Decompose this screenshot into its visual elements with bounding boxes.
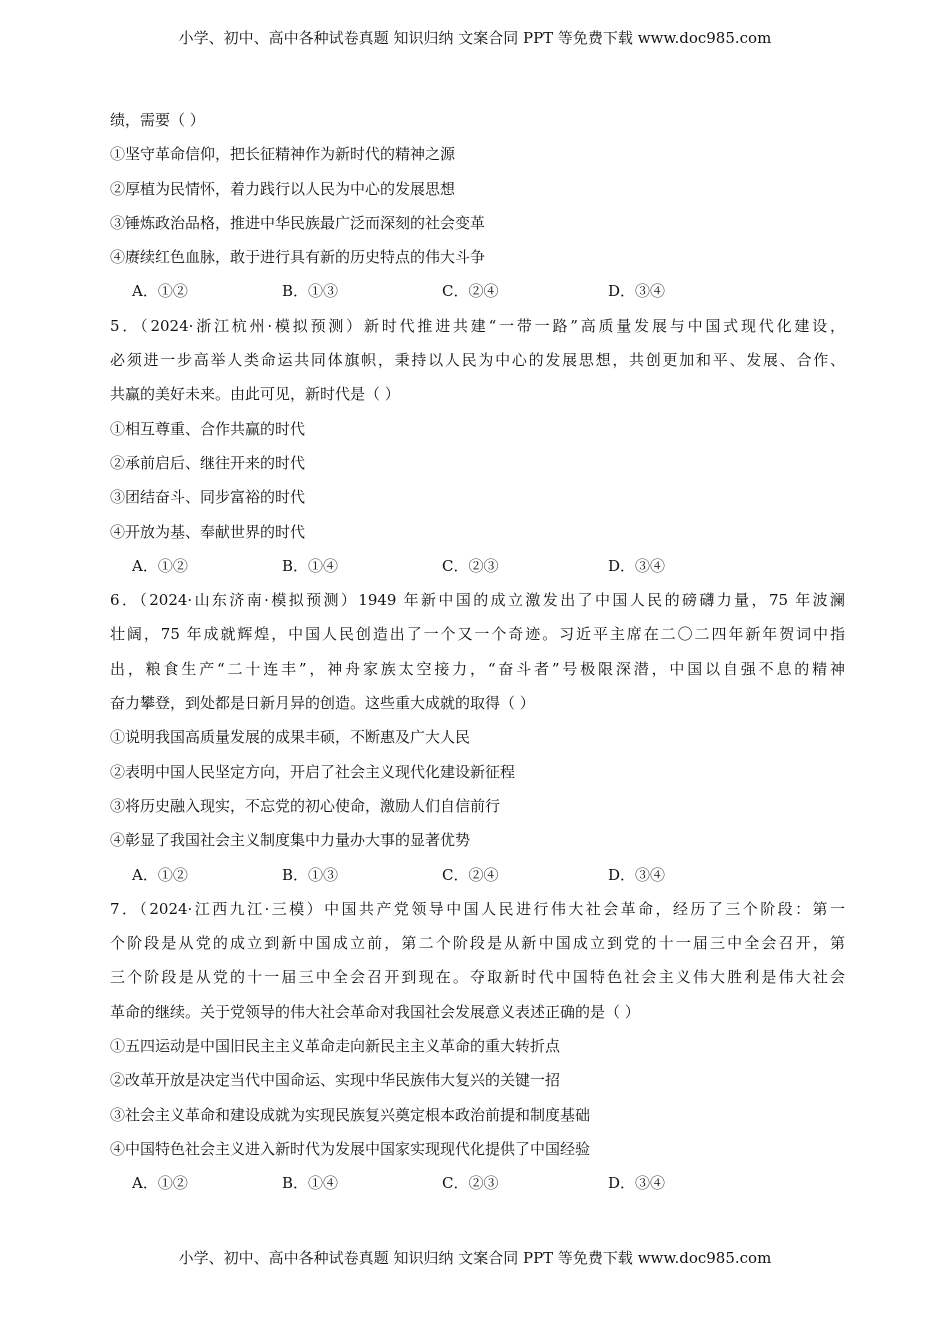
statement-3: ③团结奋斗、同步富裕的时代 <box>110 488 306 507</box>
answer-options <box>110 549 845 583</box>
statement-2: ②改革开放是决定当代中国命运、实现中华民族伟大复兴的关键一招 <box>110 1071 561 1090</box>
answer-options <box>110 274 845 308</box>
option-a[interactable]: A．①② <box>132 865 188 884</box>
option-a[interactable]: A．①② <box>132 282 188 301</box>
question-stem-line: 6．（2024·山东济南·模拟预测）1949 年新中国的成立激发出了中国人民的磅礴力量，75 年波澜 <box>110 591 845 610</box>
option-d[interactable]: D．③④ <box>608 556 666 575</box>
option-b[interactable]: B．①③ <box>282 282 339 301</box>
question-stem-line: 三个阶段是从党的十一届三中全会召开到现在。夺取新时代中国特色社会主义伟大胜利是伟大社会 <box>110 968 845 987</box>
statement-3: ③社会主义革命和建设成就为实现民族复兴奠定根本政治前提和制度基础 <box>110 1105 591 1124</box>
option-a[interactable]: A．①② <box>132 556 188 575</box>
option-a[interactable]: A．①② <box>132 1174 188 1193</box>
option-b[interactable]: B．①④ <box>282 1174 339 1193</box>
question-stem-line: 7．（2024·江西九江·三模）中国共产党领导中国人民进行伟大社会革命，经历了三个阶段：第一 <box>110 899 845 918</box>
statement-1: ①五四运动是中国旧民主主义革命走向新民主主义革命的重大转折点 <box>110 1037 561 1056</box>
statement-3: ③锤炼政治品格，推进中华民族最广泛而深刻的社会变革 <box>110 213 486 232</box>
question-stem-line: 必须进一步高举人类命运共同体旗帜，秉持以人民为中心的发展思想，共创更加和平、发展、合作、 <box>110 351 845 370</box>
statement-4: ④中国特色社会主义进入新时代为发展中国家实现现代化提供了中国经验 <box>110 1139 591 1158</box>
statement-4: ④开放为基、奉献世界的时代 <box>110 522 306 541</box>
option-d[interactable]: D．③④ <box>608 865 666 884</box>
question-stem-line: 出，粮食生产“二十连丰”，神舟家族太空接力，“奋斗者”号极限深潜，中国以自强不息的精神 <box>110 659 845 678</box>
statement-2: ②表明中国人民坚定方向，开启了社会主义现代化建设新征程 <box>110 762 516 781</box>
statement-1: ①相互尊重、合作共赢的时代 <box>110 419 306 438</box>
question-5 <box>110 309 845 583</box>
option-c[interactable]: C．②④ <box>442 865 499 884</box>
question-stem-line: 共赢的美好未来。由此可见，新时代是（ ） <box>110 385 400 404</box>
question-list <box>110 103 845 1201</box>
statement-1: ①说明我国高质量发展的成果丰硕，不断惠及广大人民 <box>110 728 471 747</box>
option-b[interactable]: B．①④ <box>282 556 339 575</box>
question-stem-line: 个阶段是从党的成立到新中国成立前，第二个阶段是从新中国成立到党的十一届三中全会召开，第 <box>110 934 845 953</box>
statement-2: ②承前启后、继往开来的时代 <box>110 453 306 472</box>
option-c[interactable]: C．②③ <box>442 1174 499 1193</box>
page-footer: 小学、初中、高中各种试卷真题 知识归纳 文案合同 PPT 等免费下载 www.doc985.com <box>178 1249 772 1267</box>
option-d[interactable]: D．③④ <box>608 282 666 301</box>
statement-4: ④赓续红色血脉，敢于进行具有新的历史特点的伟大斗争 <box>110 248 486 267</box>
statement-3: ③将历史融入现实，不忘党的初心使命，激励人们自信前行 <box>110 796 501 815</box>
statement-1: ①坚守革命信仰，把长征精神作为新时代的精神之源 <box>110 145 456 164</box>
question-7 <box>110 892 845 1201</box>
option-c[interactable]: C．②③ <box>442 556 499 575</box>
statement-2: ②厚植为民情怀，着力践行以人民为中心的发展思想 <box>110 179 456 198</box>
statement-4: ④彰显了我国社会主义制度集中力量办大事的显著优势 <box>110 831 471 850</box>
question-stem-line: 革命的继续。关于党领导的伟大社会革命对我国社会发展意义表述正确的是（ ） <box>110 1002 640 1021</box>
answer-options <box>110 858 845 892</box>
answer-options <box>110 1166 845 1200</box>
question-stem-line: 奋力攀登，到处都是日新月异的创造。这些重大成就的取得（ ） <box>110 694 535 713</box>
option-d[interactable]: D．③④ <box>608 1174 666 1193</box>
option-c[interactable]: C．②④ <box>442 282 499 301</box>
page-header: 小学、初中、高中各种试卷真题 知识归纳 文案合同 PPT 等免费下载 www.doc985.com <box>178 29 772 47</box>
question-stem-line: 5．（2024·浙江杭州·模拟预测）新时代推进共建“一带一路”高质量发展与中国式现代化建设， <box>110 316 845 335</box>
question-4 <box>110 103 845 309</box>
question-stem-line: 绩，需要（ ） <box>110 111 205 129</box>
question-stem-line: 壮阔，75 年成就辉煌，中国人民创造出了一个又一个奇迹。习近平主席在二〇二四年新年贺词中指 <box>110 625 845 644</box>
option-b[interactable]: B．①③ <box>282 865 339 884</box>
question-6 <box>110 583 845 892</box>
